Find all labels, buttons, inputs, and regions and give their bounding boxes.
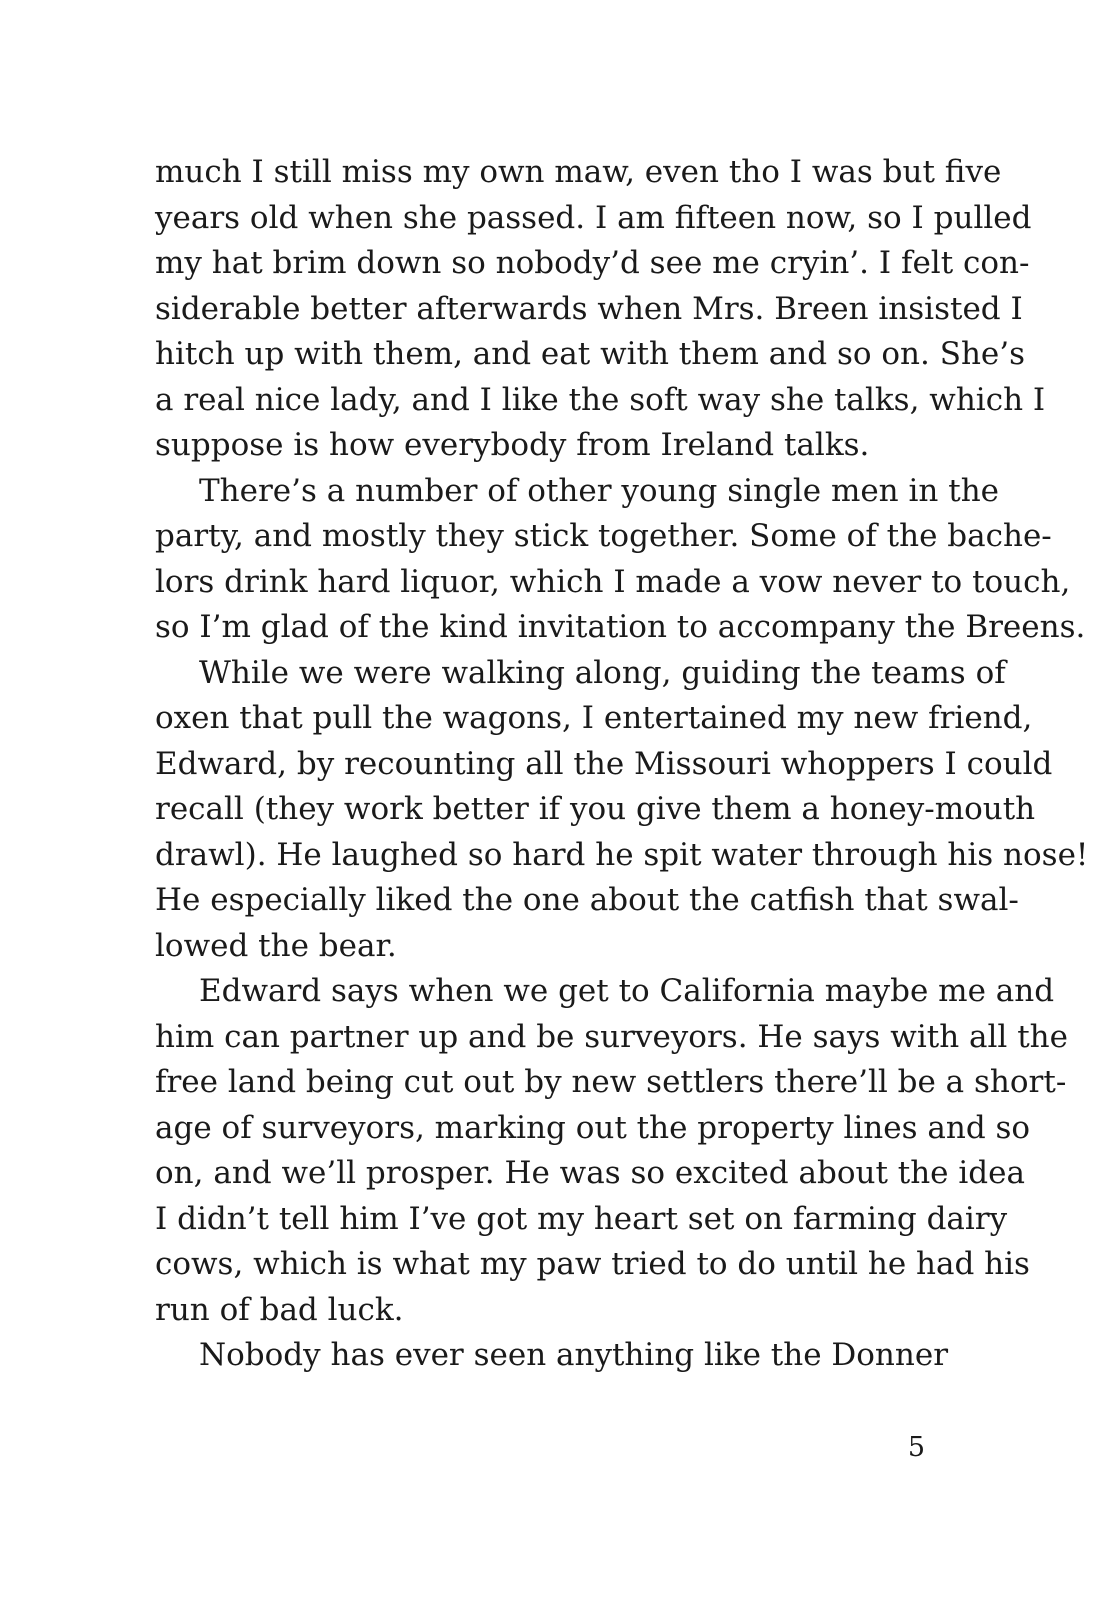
text-line: Nobody has ever seen anything like the Donner <box>199 1337 949 1373</box>
text-line: a real nice lady, and I like the soft way she talks, which I <box>155 381 1046 418</box>
text-line: free land being cut out by new settlers there’ll be a short- <box>155 1064 1067 1100</box>
body-text <box>155 150 1089 1379</box>
text-line: much I still miss my own maw, even tho I was but five <box>155 154 1002 190</box>
text-line: Edward says when we get to California maybe me and <box>199 973 1055 1009</box>
text-line: He especially liked the one about the catfish that swal- <box>155 882 1019 918</box>
text-line: my hat brim down so nobody’d see me cryin’. I felt con- <box>155 245 1030 281</box>
text-line: on, and we’ll prosper. He was so excited about the idea <box>155 1155 1025 1191</box>
text-line: hitch up with them, and eat with them and so on. She’s <box>155 336 1026 372</box>
text-line: party, and mostly they stick together. Some of the bache- <box>155 518 1052 554</box>
text-line: drawl). He laughed so hard he spit water through his nose! <box>155 836 1089 873</box>
text-line: lowed the bear. <box>155 927 397 964</box>
text-line: run of bad luck. <box>155 1291 404 1328</box>
text-line: Edward, by recounting all the Missouri whoppers I could <box>155 745 1053 782</box>
text-line: I didn’t tell him I’ve got my heart set on farming dairy <box>155 1200 1008 1237</box>
text-line: While we were walking along, guiding the teams of <box>199 654 1006 691</box>
text-line: oxen that pull the wagons, I entertained my new friend, <box>155 700 1033 736</box>
text-line: siderable better afterwards when Mrs. Breen insisted I <box>155 290 1023 327</box>
text-line: recall (they work better if you give them a honey-mouth <box>155 791 1036 827</box>
text-line: so I’m glad of the kind invitation to accompany the Breens. <box>155 609 1086 645</box>
page-number: 5 <box>907 1432 925 1463</box>
text-line: lors drink hard liquor, which I made a vow never to touch, <box>155 563 1071 600</box>
text-line: cows, which is what my paw tried to do until he had his <box>155 1246 1030 1282</box>
text-line: him can partner up and be surveyors. He says with all the <box>155 1018 1068 1055</box>
text-line: There’s a number of other young single men in the <box>199 472 1000 509</box>
text-line: suppose is how everybody from Ireland talks. <box>155 427 870 463</box>
text-line: age of surveyors, marking out the property lines and so <box>155 1109 1031 1146</box>
text-line: years old when she passed. I am fifteen now, so I pulled <box>155 199 1032 236</box>
